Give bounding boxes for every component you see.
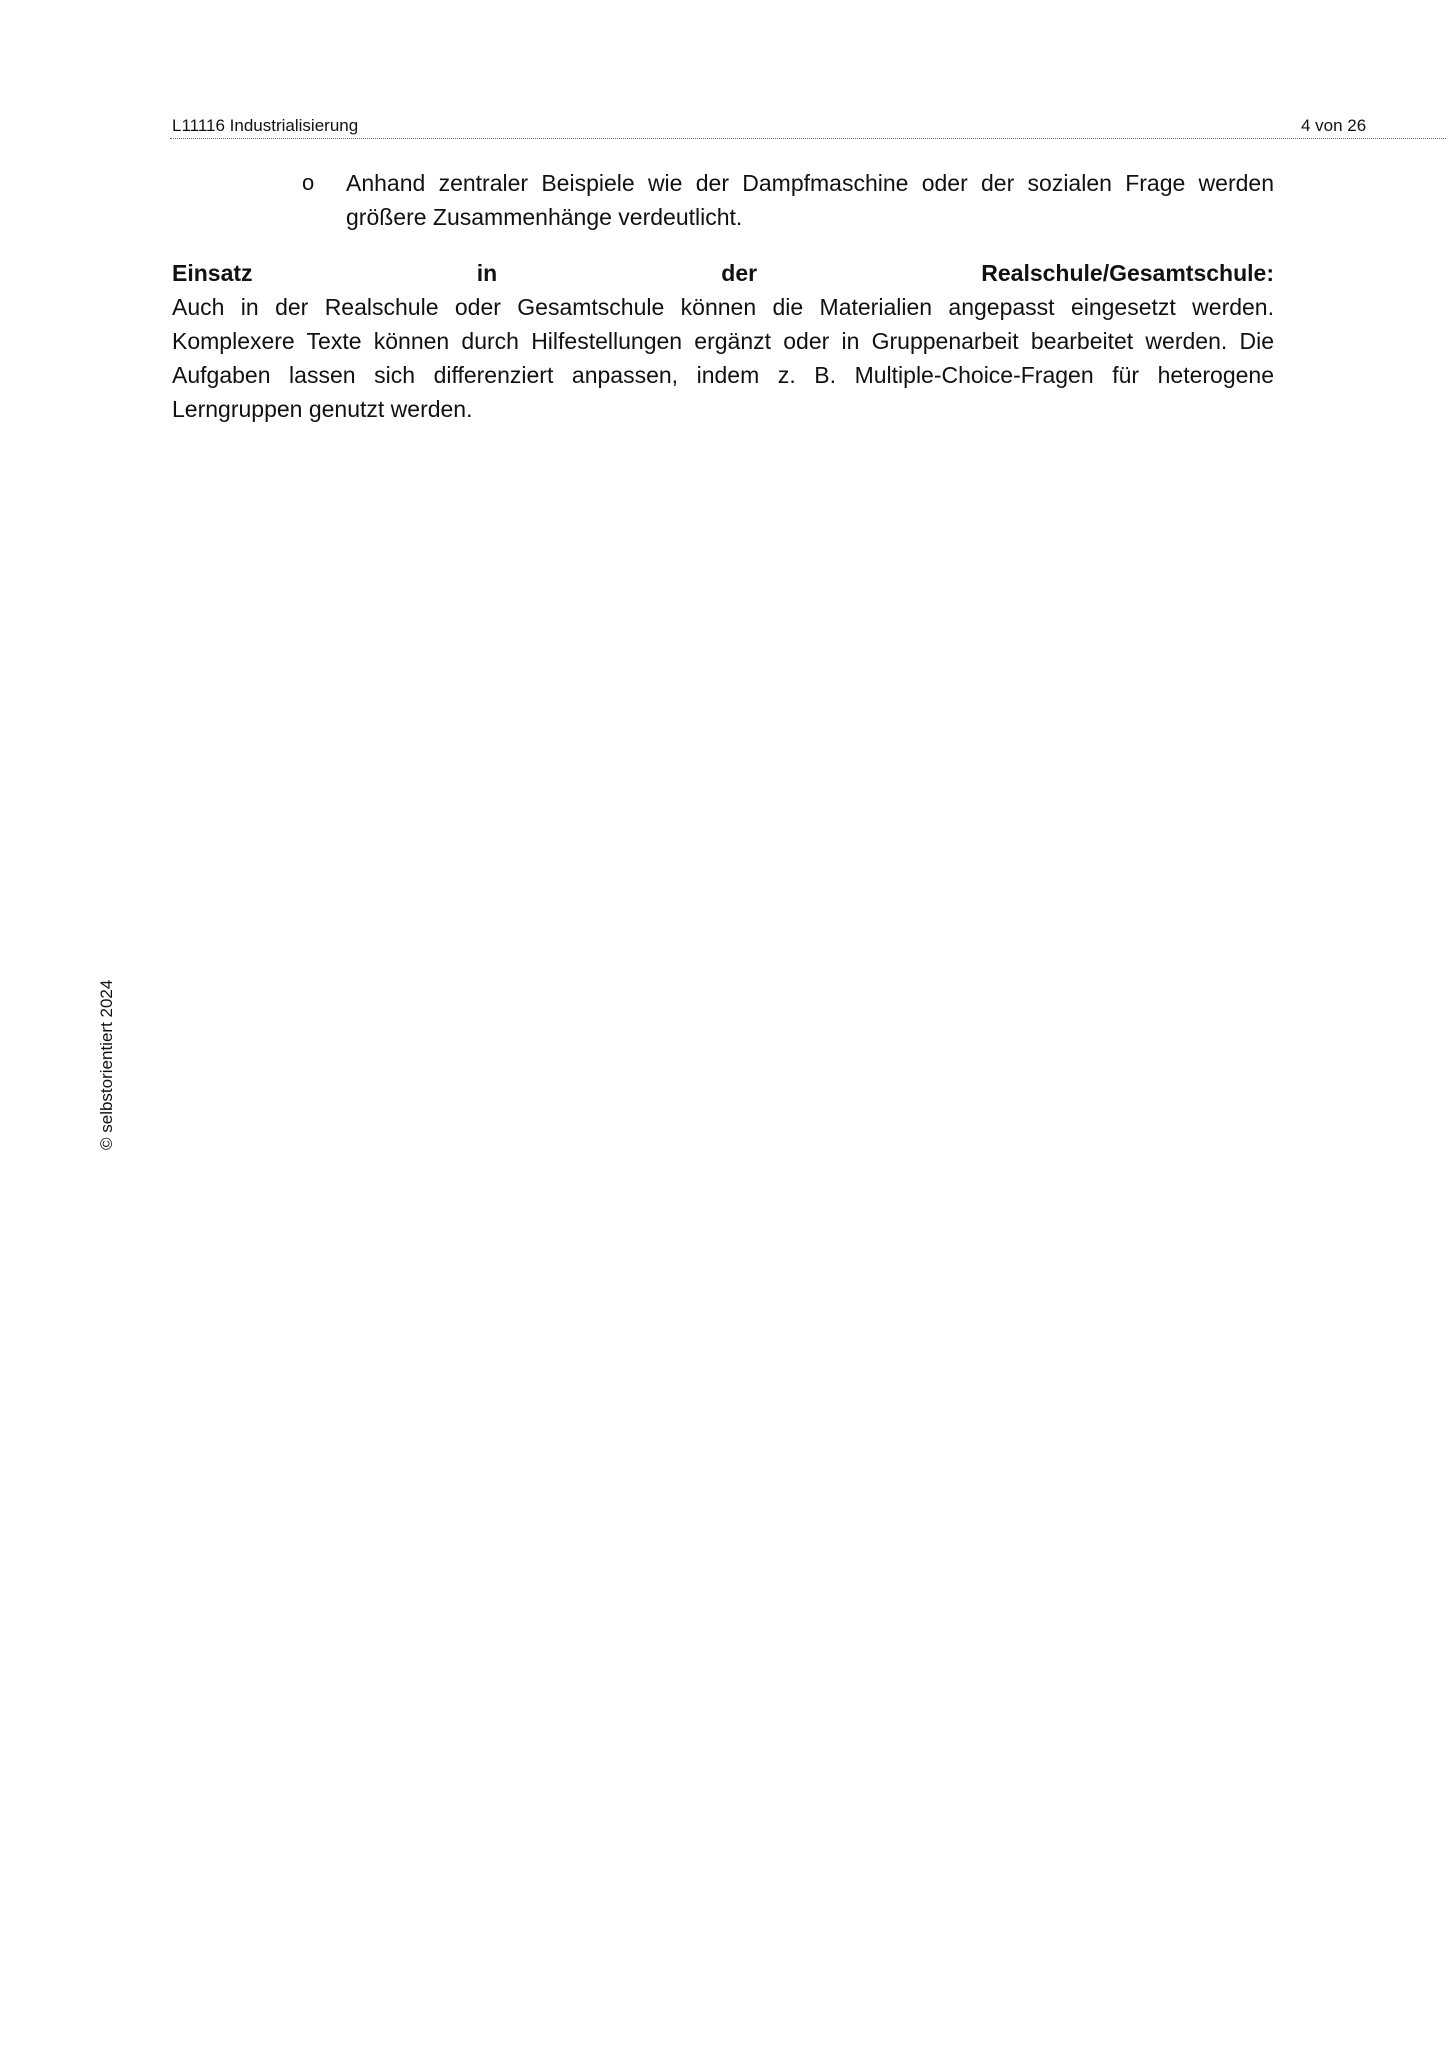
section-heading-word: der [721, 260, 758, 286]
section-body-paragraph: Auch in der Realschule oder Gesamtschule können die Materialien angepasst eingesetzt werden. Komplexere Texte können durch Hilfestellungen ergänzt oder in Gruppenarbeit bearbeitet werden. Die Aufgaben lassen sich differenziert anpassen, indem z. B. Multiple-Choice-Fragen für heterogene Lerngruppen genutzt werden. [172, 294, 1274, 422]
section-heading-word: in [476, 260, 498, 286]
document-body [172, 166, 1274, 426]
section-heading-word: Realschule/Gesamtschule: [981, 260, 1274, 286]
bullet-circle-icon: o [302, 170, 315, 195]
page-header [170, 116, 1446, 139]
bullet-item [172, 166, 1274, 234]
bullet-text: Anhand zentraler Beispiele wie der Dampfmaschine oder der sozialen Frage werden größere Zusammenhänge verdeutlicht. [346, 170, 1274, 230]
page-number: 4 von 26 [1301, 116, 1367, 135]
section-heading-word: Einsatz [172, 260, 253, 286]
section-heading [172, 256, 1274, 290]
document-title: L11116 Industrialisierung [172, 116, 359, 135]
copyright-notice: © selbstorientiert 2024 [97, 979, 116, 1150]
